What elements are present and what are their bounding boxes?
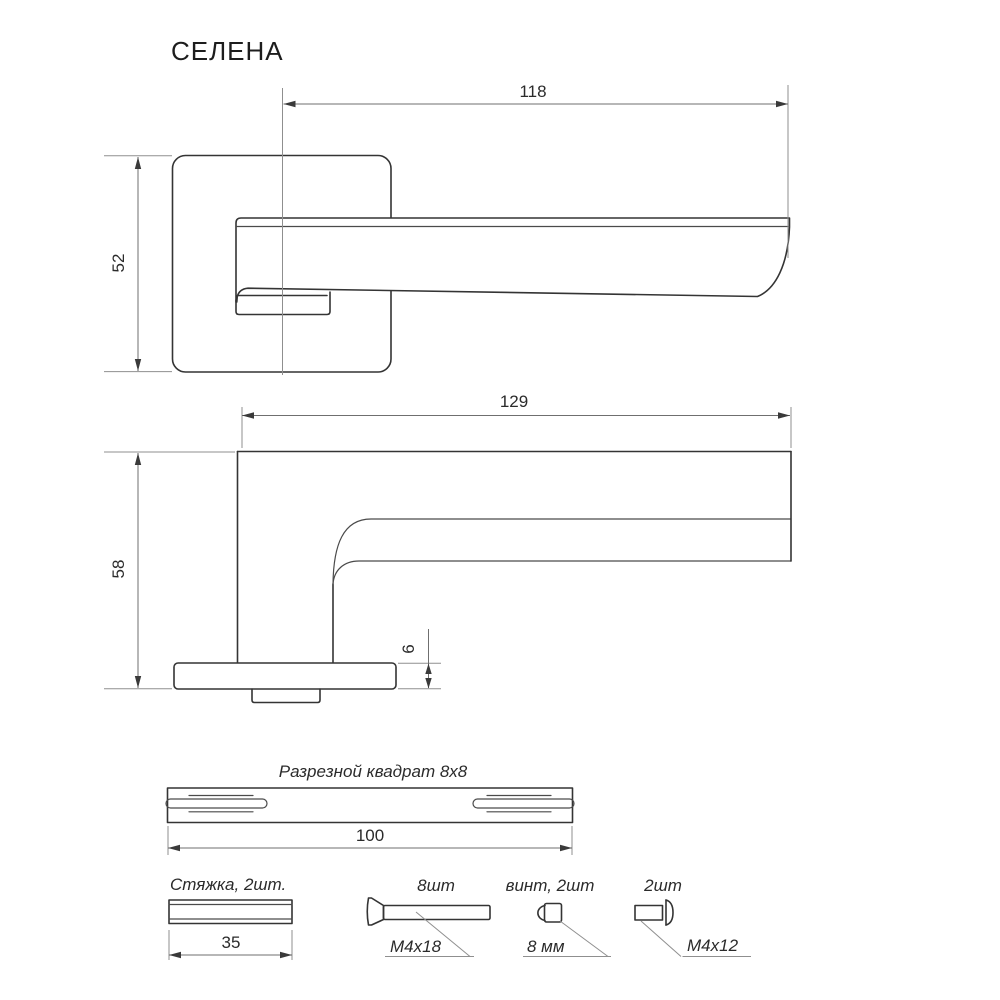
lever-body xyxy=(236,218,790,302)
dim-58-value: 58 xyxy=(109,559,128,579)
tie-rod xyxy=(169,875,292,960)
dim-118-value: 118 xyxy=(519,82,547,101)
dim-52 xyxy=(104,156,172,372)
lever-mid-edge xyxy=(333,519,791,584)
arrowhead-left xyxy=(168,845,180,851)
spindle-caption: Разрезной квадрат 8х8 xyxy=(278,762,468,781)
spindle-bar xyxy=(168,788,573,823)
arrowhead-left xyxy=(284,101,296,107)
front-view xyxy=(173,88,790,375)
dim-6 xyxy=(398,629,441,689)
fixing-screw-size-label: М4х12 xyxy=(687,936,739,955)
dim-58 xyxy=(104,452,235,689)
rosette-hub xyxy=(252,689,320,703)
dim-129 xyxy=(242,392,791,448)
arrowhead-up xyxy=(425,664,431,675)
fixing-screw-head xyxy=(666,900,673,925)
dim-129-value: 129 xyxy=(499,392,529,411)
dim-100 xyxy=(168,826,572,855)
fixing-screw xyxy=(635,876,751,957)
screw-size-label: М4х18 xyxy=(390,937,442,956)
arrowhead-left xyxy=(242,412,254,418)
screw-head xyxy=(367,898,383,925)
screw-qty-label: 8шт xyxy=(417,876,455,895)
set-screw-qty-label: винт, 2шт xyxy=(505,876,595,895)
dim-52-value: 52 xyxy=(109,253,128,273)
countersunk-screw xyxy=(367,876,490,957)
arrowhead-down xyxy=(425,678,431,689)
fixing-screw-shank xyxy=(635,906,663,921)
arrowhead-bottom xyxy=(135,676,141,688)
arrowhead-top xyxy=(135,453,141,465)
dim-35-value: 35 xyxy=(221,933,241,952)
arrowhead-right xyxy=(280,952,292,958)
leader-line xyxy=(560,921,608,957)
arrowhead-right xyxy=(776,101,788,107)
lever-bottom-edge xyxy=(333,561,791,584)
dim-35 xyxy=(169,930,292,960)
screw-shank xyxy=(384,906,491,920)
set-screw xyxy=(506,876,611,957)
rosette-plate-side xyxy=(174,663,396,689)
spindle-slot-right xyxy=(473,799,574,808)
arrowhead-right xyxy=(778,412,790,418)
arrowhead-bottom xyxy=(135,359,141,371)
fixing-screw-qty-label: 2шт xyxy=(644,876,682,895)
spindle-view xyxy=(166,762,574,823)
arrowhead-left xyxy=(169,952,181,958)
dim-6-value: 6 xyxy=(399,644,418,654)
spindle-slot-left xyxy=(166,799,267,808)
side-view xyxy=(174,452,791,703)
dim-100-value: 100 xyxy=(355,826,385,845)
arrowhead-right xyxy=(560,845,572,851)
leader-line xyxy=(641,921,681,957)
drawing-title: СЕЛЕНА xyxy=(171,36,284,66)
tie-rod-label: Стяжка, 2шт. xyxy=(170,875,287,894)
set-screw-body xyxy=(545,904,562,923)
tie-rod-body xyxy=(169,900,292,924)
arrowhead-top xyxy=(135,157,141,169)
set-screw-size-label: 8 мм xyxy=(527,937,565,956)
